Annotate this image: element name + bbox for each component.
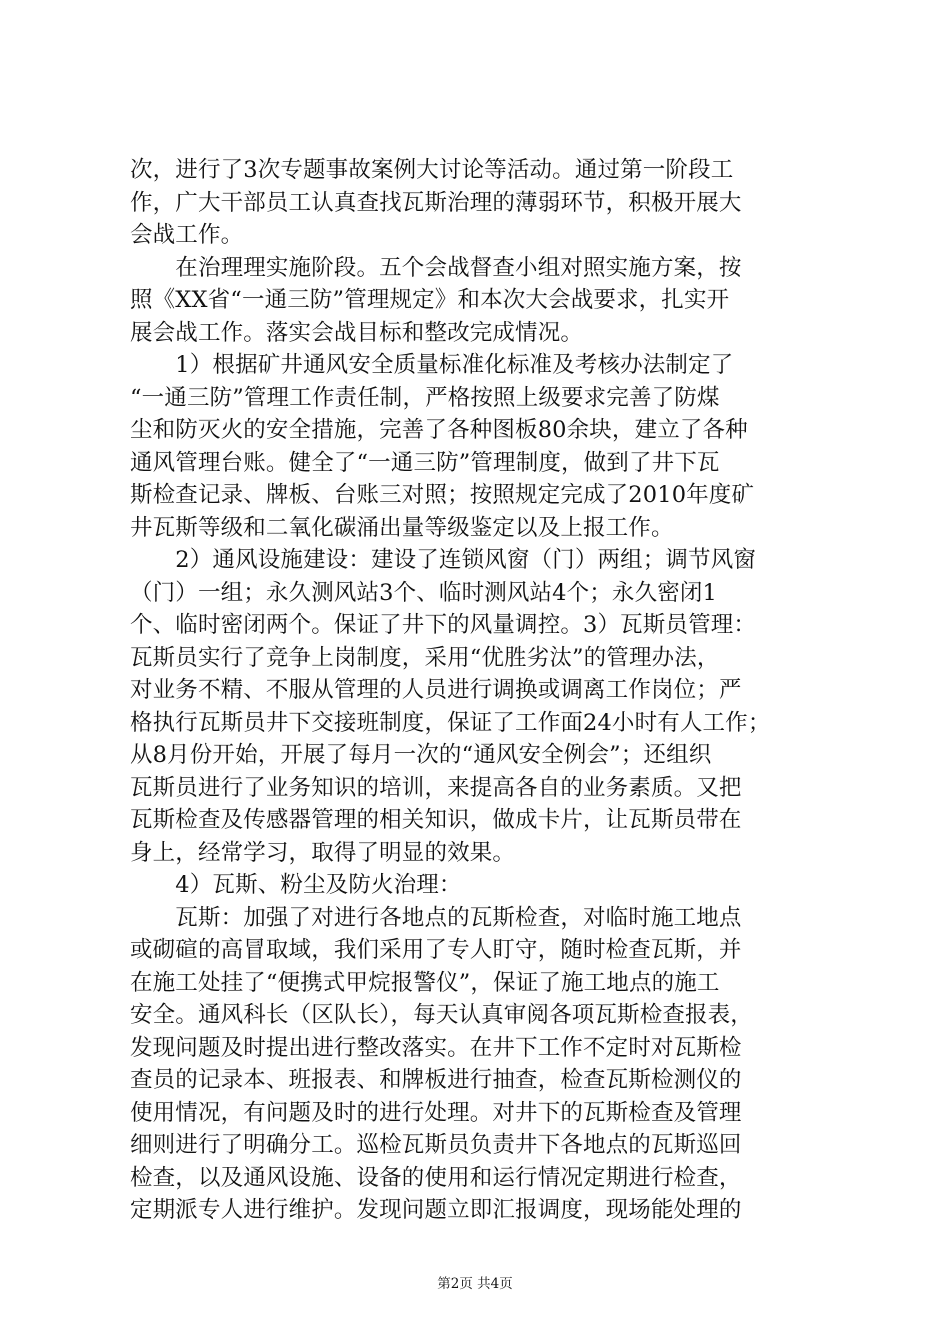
text-line: 细则进行了明确分工。巡检瓦斯员负责井下各地点的瓦斯巡回: [130, 1132, 742, 1158]
text-line: 对业务不精、不服从管理的人员进行调换或调离工作岗位；严: [130, 677, 742, 703]
text-line: 定期派专人进行维护。发现问题立即汇报调度，现场能处理的: [130, 1197, 742, 1223]
text-line: 查员的记录本、班报表、和牌板进行抽查，检查瓦斯检测仪的: [130, 1067, 742, 1093]
text-line: 会战工作。: [130, 222, 244, 248]
text-line: 从8月份开始，开展了每月一次的“通风安全例会”；还组织: [130, 742, 712, 768]
text-line: 在治理理实施阶段。五个会战督查小组对照实施方案，按: [130, 254, 742, 281]
text-line: 4）瓦斯、粉尘及防火治理：: [130, 872, 462, 898]
text-line: 个、临时密闭两个。保证了井下的风量调控。3）瓦斯员管理：: [130, 612, 757, 638]
text-line: 2）通风设施建设：建设了连锁风窗（门）两组；调节风窗: [130, 547, 757, 573]
document-body: [130, 154, 830, 1227]
text-line: 展会战工作。落实会战目标和整改完成情况。: [130, 319, 584, 346]
text-line: 1）根据矿井通风安全质量标准化标准及考核办法制定了: [130, 352, 734, 378]
text-line: 在施工处挂了“便携式甲烷报警仪”，保证了施工地点的施工: [130, 969, 720, 996]
text-line: 检查，以及通风设施、设备的使用和运行情况定期进行检查，: [130, 1164, 742, 1191]
text-line: 次，进行了3次专题事故案例大讨论等活动。通过第一阶段工: [130, 157, 734, 183]
text-line: 瓦斯检查及传感器管理的相关知识，做成卡片，让瓦斯员带在: [130, 807, 742, 833]
text-line: 发现问题及时提出进行整改落实。在井下工作不定时对瓦斯检: [130, 1034, 742, 1061]
text-line: 格执行瓦斯员井下交接班制度，保证了工作面24小时有人工作；: [130, 709, 771, 736]
text-line: 瓦斯员进行了业务知识的培训，来提高各自的业务素质。又把: [130, 774, 742, 801]
text-line: 瓦斯：加强了对进行各地点的瓦斯检查，对临时施工地点: [130, 904, 742, 931]
text-line: 使用情况，有问题及时的进行处理。对井下的瓦斯检查及管理: [130, 1099, 742, 1126]
text-line: 尘和防灭火的安全措施，完善了各种图板80余块，建立了各种: [130, 417, 748, 443]
text-line: 或砌碹的高冒取域，我们采用了专人盯守，随时检查瓦斯，并: [130, 937, 742, 963]
text-line: 瓦斯员实行了竞争上岗制度，采用“优胜劣汰”的管理办法，: [130, 644, 720, 671]
text-line: 通风管理台账。健全了“一通三防”管理制度，做到了井下瓦: [130, 449, 720, 476]
text-line: 照《XX省“一通三防”管理规定》和本次大会战要求，扎实开: [130, 287, 730, 313]
text-line: 斯检查记录、牌板、台账三对照；按照规定完成了2010年度矿: [130, 482, 755, 508]
text-line: 安全。通风科长（区队长），每天认真审阅各项瓦斯检查报表，: [130, 1002, 753, 1028]
text-line: 身上，经常学习，取得了明显的效果。: [130, 839, 516, 866]
page-number-footer: 第2页 共4页: [437, 1276, 513, 1292]
text-line: 井瓦斯等级和二氧化碳涌出量等级鉴定以及上报工作。: [130, 514, 674, 541]
text-line: “一通三防”管理工作责任制，严格按照上级要求完善了防煤: [130, 384, 720, 411]
text-line: （门）一组；永久测风站3个、临时测风站4个；永久密闭1: [130, 579, 717, 606]
text-line: 作，广大干部员工认真查找瓦斯治理的薄弱环节，积极开展大: [130, 189, 742, 216]
